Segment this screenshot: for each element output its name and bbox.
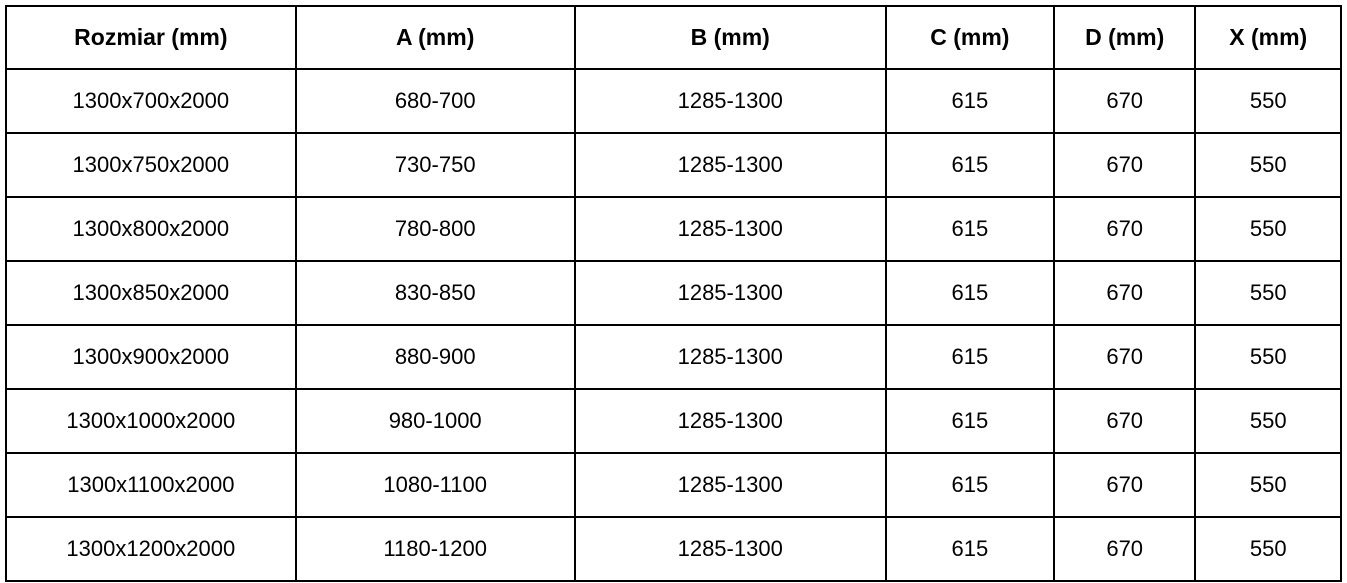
cell-d: 670 xyxy=(1054,69,1196,133)
cell-c: 615 xyxy=(886,197,1054,261)
cell-d: 670 xyxy=(1054,261,1196,325)
cell-a: 680-700 xyxy=(296,69,575,133)
table-row xyxy=(6,325,1341,389)
cell-d: 670 xyxy=(1054,133,1196,197)
cell-a: 980-1000 xyxy=(296,389,575,453)
header-cell-x: X (mm) xyxy=(1195,6,1341,69)
cell-a: 880-900 xyxy=(296,325,575,389)
cell-rozmiar: 1300x800x2000 xyxy=(6,197,296,261)
cell-a: 730-750 xyxy=(296,133,575,197)
cell-rozmiar: 1300x850x2000 xyxy=(6,261,296,325)
cell-c: 615 xyxy=(886,325,1054,389)
cell-rozmiar: 1300x1100x2000 xyxy=(6,453,296,517)
cell-b: 1285-1300 xyxy=(575,261,886,325)
cell-rozmiar: 1300x700x2000 xyxy=(6,69,296,133)
cell-d: 670 xyxy=(1054,453,1196,517)
header-row xyxy=(6,6,1341,69)
cell-rozmiar: 1300x900x2000 xyxy=(6,325,296,389)
cell-a: 830-850 xyxy=(296,261,575,325)
cell-x: 550 xyxy=(1195,133,1341,197)
table-row xyxy=(6,453,1341,517)
cell-c: 615 xyxy=(886,133,1054,197)
cell-d: 670 xyxy=(1054,389,1196,453)
cell-c: 615 xyxy=(886,389,1054,453)
cell-b: 1285-1300 xyxy=(575,133,886,197)
cell-c: 615 xyxy=(886,69,1054,133)
cell-x: 550 xyxy=(1195,453,1341,517)
cell-a: 1080-1100 xyxy=(296,453,575,517)
cell-b: 1285-1300 xyxy=(575,197,886,261)
cell-x: 550 xyxy=(1195,261,1341,325)
header-cell-rozmiar: Rozmiar (mm) xyxy=(6,6,296,69)
table-row xyxy=(6,197,1341,261)
size-specification-table xyxy=(5,5,1342,582)
cell-c: 615 xyxy=(886,453,1054,517)
cell-d: 670 xyxy=(1054,325,1196,389)
cell-d: 670 xyxy=(1054,197,1196,261)
cell-x: 550 xyxy=(1195,517,1341,581)
cell-x: 550 xyxy=(1195,325,1341,389)
cell-b: 1285-1300 xyxy=(575,389,886,453)
table-row xyxy=(6,261,1341,325)
cell-b: 1285-1300 xyxy=(575,453,886,517)
cell-b: 1285-1300 xyxy=(575,69,886,133)
table-row xyxy=(6,517,1341,581)
header-cell-a: A (mm) xyxy=(296,6,575,69)
cell-d: 670 xyxy=(1054,517,1196,581)
cell-c: 615 xyxy=(886,517,1054,581)
header-cell-c: C (mm) xyxy=(886,6,1054,69)
table-row xyxy=(6,133,1341,197)
header-cell-d: D (mm) xyxy=(1054,6,1196,69)
cell-b: 1285-1300 xyxy=(575,325,886,389)
table-row xyxy=(6,69,1341,133)
cell-x: 550 xyxy=(1195,197,1341,261)
cell-rozmiar: 1300x750x2000 xyxy=(6,133,296,197)
cell-x: 550 xyxy=(1195,69,1341,133)
cell-x: 550 xyxy=(1195,389,1341,453)
header-cell-b: B (mm) xyxy=(575,6,886,69)
table-row xyxy=(6,389,1341,453)
cell-c: 615 xyxy=(886,261,1054,325)
cell-rozmiar: 1300x1000x2000 xyxy=(6,389,296,453)
cell-b: 1285-1300 xyxy=(575,517,886,581)
cell-a: 1180-1200 xyxy=(296,517,575,581)
cell-rozmiar: 1300x1200x2000 xyxy=(6,517,296,581)
cell-a: 780-800 xyxy=(296,197,575,261)
